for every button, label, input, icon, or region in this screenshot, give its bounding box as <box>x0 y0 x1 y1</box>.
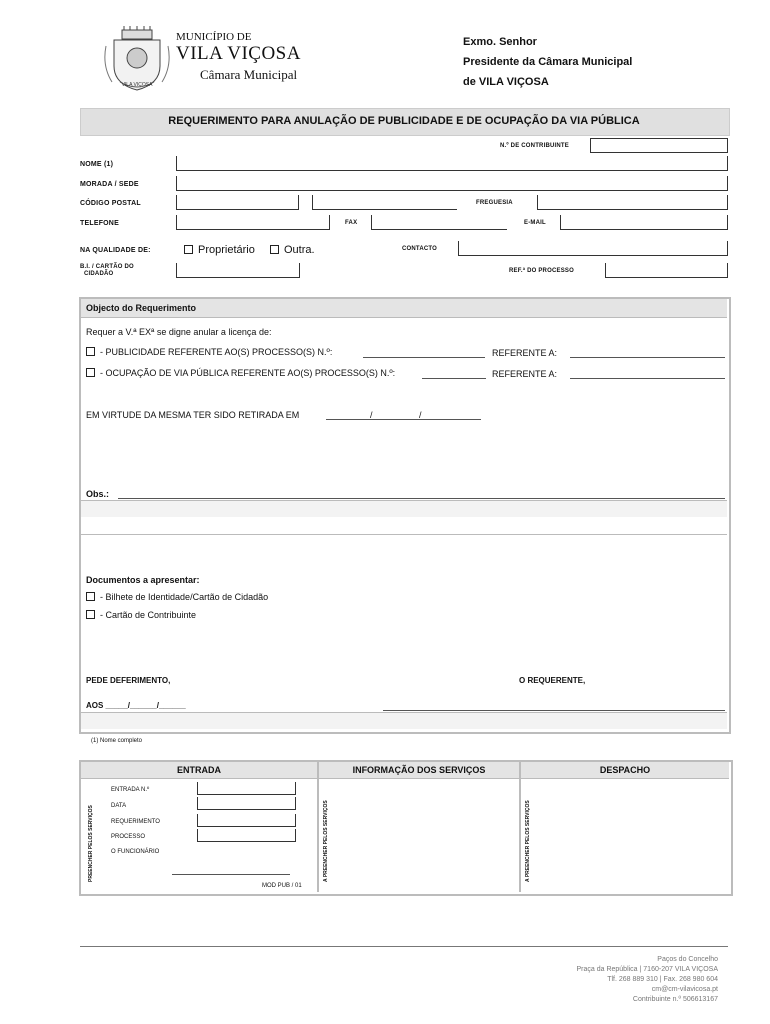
email-field[interactable] <box>560 215 728 230</box>
footer-line-2: Praça da República | 7160-207 VILA VIÇOSA <box>576 966 718 973</box>
doc-contribuinte-checkbox[interactable] <box>86 610 95 619</box>
ocupacao-label: - OCUPAÇÃO DE VIA PÚBLICA REFERENTE AO(S) PROCESSO(S) N.º: <box>100 368 396 378</box>
doc-bi[interactable] <box>86 592 268 602</box>
ocupacao-referente-line[interactable] <box>570 378 725 379</box>
telefone-field[interactable] <box>176 215 330 230</box>
ocupacao-processo-line[interactable] <box>422 378 486 379</box>
virtude-date-sep-1: / <box>370 410 373 420</box>
publicidade-checkbox[interactable] <box>86 347 95 356</box>
footnote: (1) Nome completo <box>91 738 143 744</box>
entrada-data-label: DATA <box>111 803 127 809</box>
fax-label: FAX <box>345 220 358 226</box>
addressee-line2: Presidente da Câmara Municipal <box>463 56 633 68</box>
email-label: E-MAIL <box>524 220 546 226</box>
mod-code: MOD PUB / 01 <box>262 883 302 889</box>
informacao-header: INFORMAÇÃO DOS SERVIÇOS <box>352 765 486 775</box>
objecto-intro: Requer a V.ª EXª se digne anular a licença de: <box>86 327 272 337</box>
entrada-header: ENTRADA <box>177 765 221 775</box>
pede-deferimento: PEDE DEFERIMENTO, <box>86 676 171 685</box>
bi-field[interactable] <box>176 263 300 278</box>
morada-label: MORADA / SEDE <box>80 181 139 188</box>
entrada-numero-field[interactable] <box>197 782 296 795</box>
documentos-heading: Documentos a apresentar: <box>86 575 200 585</box>
svg-text:VILA VIÇOSA: VILA VIÇOSA <box>121 82 153 88</box>
outra-option[interactable] <box>270 244 315 256</box>
footer-line-5: Contribuinte n.º 506613167 <box>632 996 718 1003</box>
municipio-line1: MUNICÍPIO DE <box>176 31 252 43</box>
footer-address <box>500 955 718 1005</box>
doc-bi-label: - Bilhete de Identidade/Cartão de Cidadão <box>100 592 269 602</box>
services-table <box>79 760 733 896</box>
codigo-postal-field-2[interactable] <box>312 195 457 210</box>
bi-label-1: B.I. / CARTÃO DO <box>80 264 134 270</box>
entrada-numero-label: ENTRADA N.º <box>111 787 150 793</box>
publicidade-processo-line[interactable] <box>363 357 485 358</box>
objecto-heading: Objecto do Requerimento <box>86 303 197 313</box>
entrada-requerimento-label: REQUERIMENTO <box>111 819 160 825</box>
freguesia-label: FREGUESIA <box>476 200 513 206</box>
despacho-side-label: A PREENCHER PELOS SERVIÇOS <box>525 800 531 882</box>
form-title: REQUERIMENTO PARA ANULAÇÃO DE PUBLICIDADE E DE OCUPAÇÃO DA VIA PÚBLICA <box>168 115 640 127</box>
contribuinte-field[interactable] <box>590 138 728 153</box>
entrada-side-label: PREENCHER PELOS SERVIÇOS <box>88 805 94 882</box>
o-requerente: O REQUERENTE, <box>519 676 586 685</box>
funcionario-signature-line[interactable] <box>172 874 290 875</box>
footer-line-1: Paços do Concelho <box>657 956 718 963</box>
freguesia-field[interactable] <box>537 195 728 210</box>
obs-band-2 <box>81 517 727 535</box>
virtude-date-line[interactable] <box>326 419 481 420</box>
entrada-data-field[interactable] <box>197 797 296 810</box>
virtude-date-sep-2: / <box>419 410 422 420</box>
municipio-line2: VILA VIÇOSA <box>176 43 301 64</box>
item-publicidade[interactable] <box>86 347 332 357</box>
footer-line-3: Tlf. 268 889 310 | Fax. 268 980 604 <box>607 976 718 983</box>
obs-label: Obs.: <box>86 489 110 499</box>
entrada-processo-field[interactable] <box>197 829 296 842</box>
proprietario-checkbox[interactable] <box>184 245 193 254</box>
doc-contribuinte[interactable] <box>86 610 196 620</box>
obs-line-1[interactable] <box>118 498 725 499</box>
qualidade-label: NA QUALIDADE DE: <box>80 247 151 254</box>
entrada-requerimento-field[interactable] <box>197 814 296 827</box>
requerente-signature-line[interactable] <box>383 710 725 711</box>
entrada-funcionario-label: O FUNCIONÁRIO <box>111 849 160 855</box>
municipal-logo <box>102 26 172 94</box>
services-divider-2 <box>519 762 521 892</box>
contacto-field[interactable] <box>458 241 728 256</box>
publicidade-referente-label: REFERENTE A: <box>492 348 558 358</box>
item-ocupacao[interactable] <box>86 368 395 378</box>
aos-date: AOS _____/______/______ <box>86 701 186 710</box>
morada-field[interactable] <box>176 176 728 191</box>
municipio-line3: Câmara Municipal <box>200 67 298 82</box>
informacao-side-label: A PREENCHER PELOS SERVIÇOS <box>323 800 329 882</box>
contribuinte-label: N.º DE CONTRIBUINTE <box>500 143 569 149</box>
footer-line-4: cm@cm-vilavicosa.pt <box>651 986 718 993</box>
publicidade-label: - PUBLICIDADE REFERENTE AO(S) PROCESSO(S) N.º: <box>100 347 333 357</box>
proprietario-option[interactable] <box>184 244 255 256</box>
ocupacao-referente-label: REFERENTE A: <box>492 369 558 379</box>
virtude-label: EM VIRTUDE DA MESMA TER SIDO RETIRADA EM <box>86 410 300 420</box>
addressee-line1: Exmo. Senhor <box>463 36 537 48</box>
codigo-postal-label: CÓDIGO POSTAL <box>80 200 141 207</box>
nome-label: NOME (1) <box>80 161 114 168</box>
despacho-header: DESPACHO <box>599 765 651 775</box>
fax-field[interactable] <box>371 215 507 230</box>
doc-contribuinte-label: - Cartão de Contribuinte <box>100 610 197 620</box>
outra-checkbox[interactable] <box>270 245 279 254</box>
signature-band <box>81 712 727 729</box>
footer-rule <box>80 946 728 947</box>
bi-label-2: CIDADÃO <box>84 271 114 277</box>
ref-processo-field[interactable] <box>605 263 728 278</box>
ref-processo-label: REF.ª DO PROCESSO <box>509 268 574 274</box>
doc-bi-checkbox[interactable] <box>86 592 95 601</box>
codigo-postal-field-1[interactable] <box>176 195 299 210</box>
ocupacao-checkbox[interactable] <box>86 368 95 377</box>
contacto-label: CONTACTO <box>402 246 438 252</box>
addressee-line3: de VILA VIÇOSA <box>463 76 549 88</box>
telefone-label: TELEFONE <box>80 220 119 227</box>
publicidade-referente-line[interactable] <box>570 357 725 358</box>
proprietario-label: Proprietário <box>198 244 255 256</box>
outra-label: Outra. <box>284 244 315 256</box>
nome-field[interactable] <box>176 156 728 171</box>
entrada-processo-label: PROCESSO <box>111 834 146 840</box>
obs-band-1 <box>81 500 727 518</box>
services-divider-1 <box>317 762 319 892</box>
